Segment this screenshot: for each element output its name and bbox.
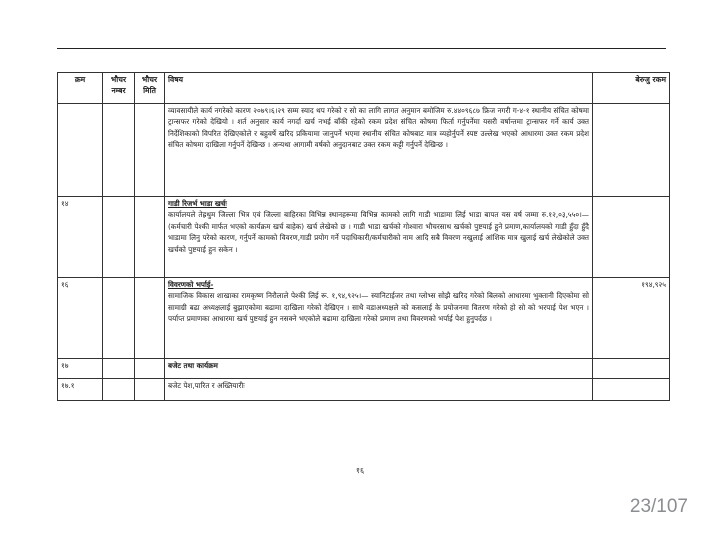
row-voucher-no [103,104,135,197]
header-number: क्रम [58,73,103,104]
row-heading: विवरणको भर्पाई- [168,280,214,289]
row-subject [165,278,593,359]
row-voucher-date [135,197,165,278]
row-heading: बजेट तथा कार्यक्रम [168,361,218,370]
row-amount [593,197,670,278]
row-voucher-date [135,379,165,401]
row-amount [593,379,670,401]
row-voucher-no [103,359,135,379]
row-amount [593,104,670,197]
row-subject [165,104,593,197]
row-number: १४ [58,197,103,278]
row-voucher-no [103,197,135,278]
table-header-row [58,73,670,104]
row-text: सामाजिक विकास शाखाका रामकृष्ण निरौलाले पेश्की लिई रू. १,९४,९२५।— स्यानिटाईजर तथा ग्लोभ्स सोझै खरिद गरेको बिलको आधारमा भुक्तानी दिएकोमा सो सामाग्री बढा अध्यक्षलाई बुझाएकोमा बढामा दाखिला गरेको देखिएन । साथै वडाअध्यक्षले को कसलाई के प्रयोजनमा वितरण गरेको हो सो को भरपाई पेश भएन । पर्याप्त प्रमाणका आधारमा खर्च पुष्टयाई हुन नसक्ने भएकोले बढामा दाखिला गरेको प्रमाण तथा विवरणको भर्पाई पेश हुनुपर्दछ । [168,291,589,324]
row-text: कार्यालयले तेह्रथुम जिल्ला भित्र एवं जिल्ला बाहिरका विभिन्न स्थानहरूमा विभिन्न कामको लागि गाडी भाडामा लिई भाडा बापत यस वर्ष जम्मा रु.१२,०३,५५०।— (कर्मचारी पेश्की मार्फत भएको कार्यक्रम खर्च बाहेक) खर्च लेखेको छ । गाडी भाडा खर्चको गोश्वारा भौचरसाथ खर्चको पुष्टयाई हुने प्रमाण,कार्यालयको गाडी हुँदा हुँदै भाडामा लिनु परेको कारण, गर्नुपर्ने कामको विवरण,गाडी प्रयोग गर्ने पदाधिकारी/कर्मचारीको नाम आदि सबै विवरण नखुलाई आंशिक मात्र खुलाई खर्च लेखेकोले उक्त खर्चको पुष्टयाई हुन सकेन । [168,210,589,254]
row-number: १७.१ [58,379,103,401]
row-voucher-date [135,359,165,379]
row-number [58,104,103,197]
row-voucher-date [135,104,165,197]
row-text: बजेट पेश,पारित र अख्तियारीः [168,381,245,390]
header-subject: विषय [165,73,593,104]
table-row [58,104,670,197]
row-amount [593,359,670,379]
row-voucher-date [135,278,165,359]
table-row [58,278,670,359]
table-row [58,197,670,278]
page-number: १६ [355,466,365,475]
row-subject [165,359,593,379]
audit-table [57,72,670,401]
table-row [58,379,670,401]
row-heading: गाडी रिजर्भ भाडा खर्चः [168,199,227,208]
header-voucher-no: भौचर नम्बर [103,73,135,104]
row-subject [165,379,593,401]
row-number: १७ [58,359,103,379]
header-voucher-date: भौचर मिति [135,73,165,104]
row-amount: १९४,९२५ [593,278,670,359]
page-counter: 23/107 [629,496,688,517]
header-amount: बेरुजु रकम [593,73,670,104]
row-voucher-no [103,278,135,359]
row-number: १६ [58,278,103,359]
row-voucher-no [103,379,135,401]
row-text: व्यावसायीले कार्य नगरेको कारण २०७९।६।२९ सम्म स्याद थप गरेको र सो का लागि लागत अनुमान बमोजिम रु.४४०९६८७ फ्रिज नगरी ग-४-१ स्थानीय संचित कोषमा ट्रान्सफर गरेको देखियो । शर्त अनुसार कार्य नगर्दा खर्च नभई बाँकी रहेको रकम प्रदेश संचित कोषमा फिर्ता गर्नुपर्नेमा यसरी वर्षान्तमा ट्रान्सफर गर्ने कार्य उक्त निर्देशिकाको विपरित देखिएकोले र बहुवर्षे खरिद प्रकियामा जानुपर्ने भएमा स्थानीय संचित कोषबाट मात्र व्यहोर्नुपर्ने स्पष्ट उल्लेख भएको आधारमा उक्त रकम प्रदेश संचित कोषमा दाखिला गर्नुपर्ने देखिन्छ । अन्यथा आगामी वर्षको अनुदानबाट उक्त रकम कट्टी गर्नुपर्ने देखिन्छ । [168,106,589,150]
table-row [58,359,670,379]
top-rule [57,48,666,49]
row-subject [165,197,593,278]
